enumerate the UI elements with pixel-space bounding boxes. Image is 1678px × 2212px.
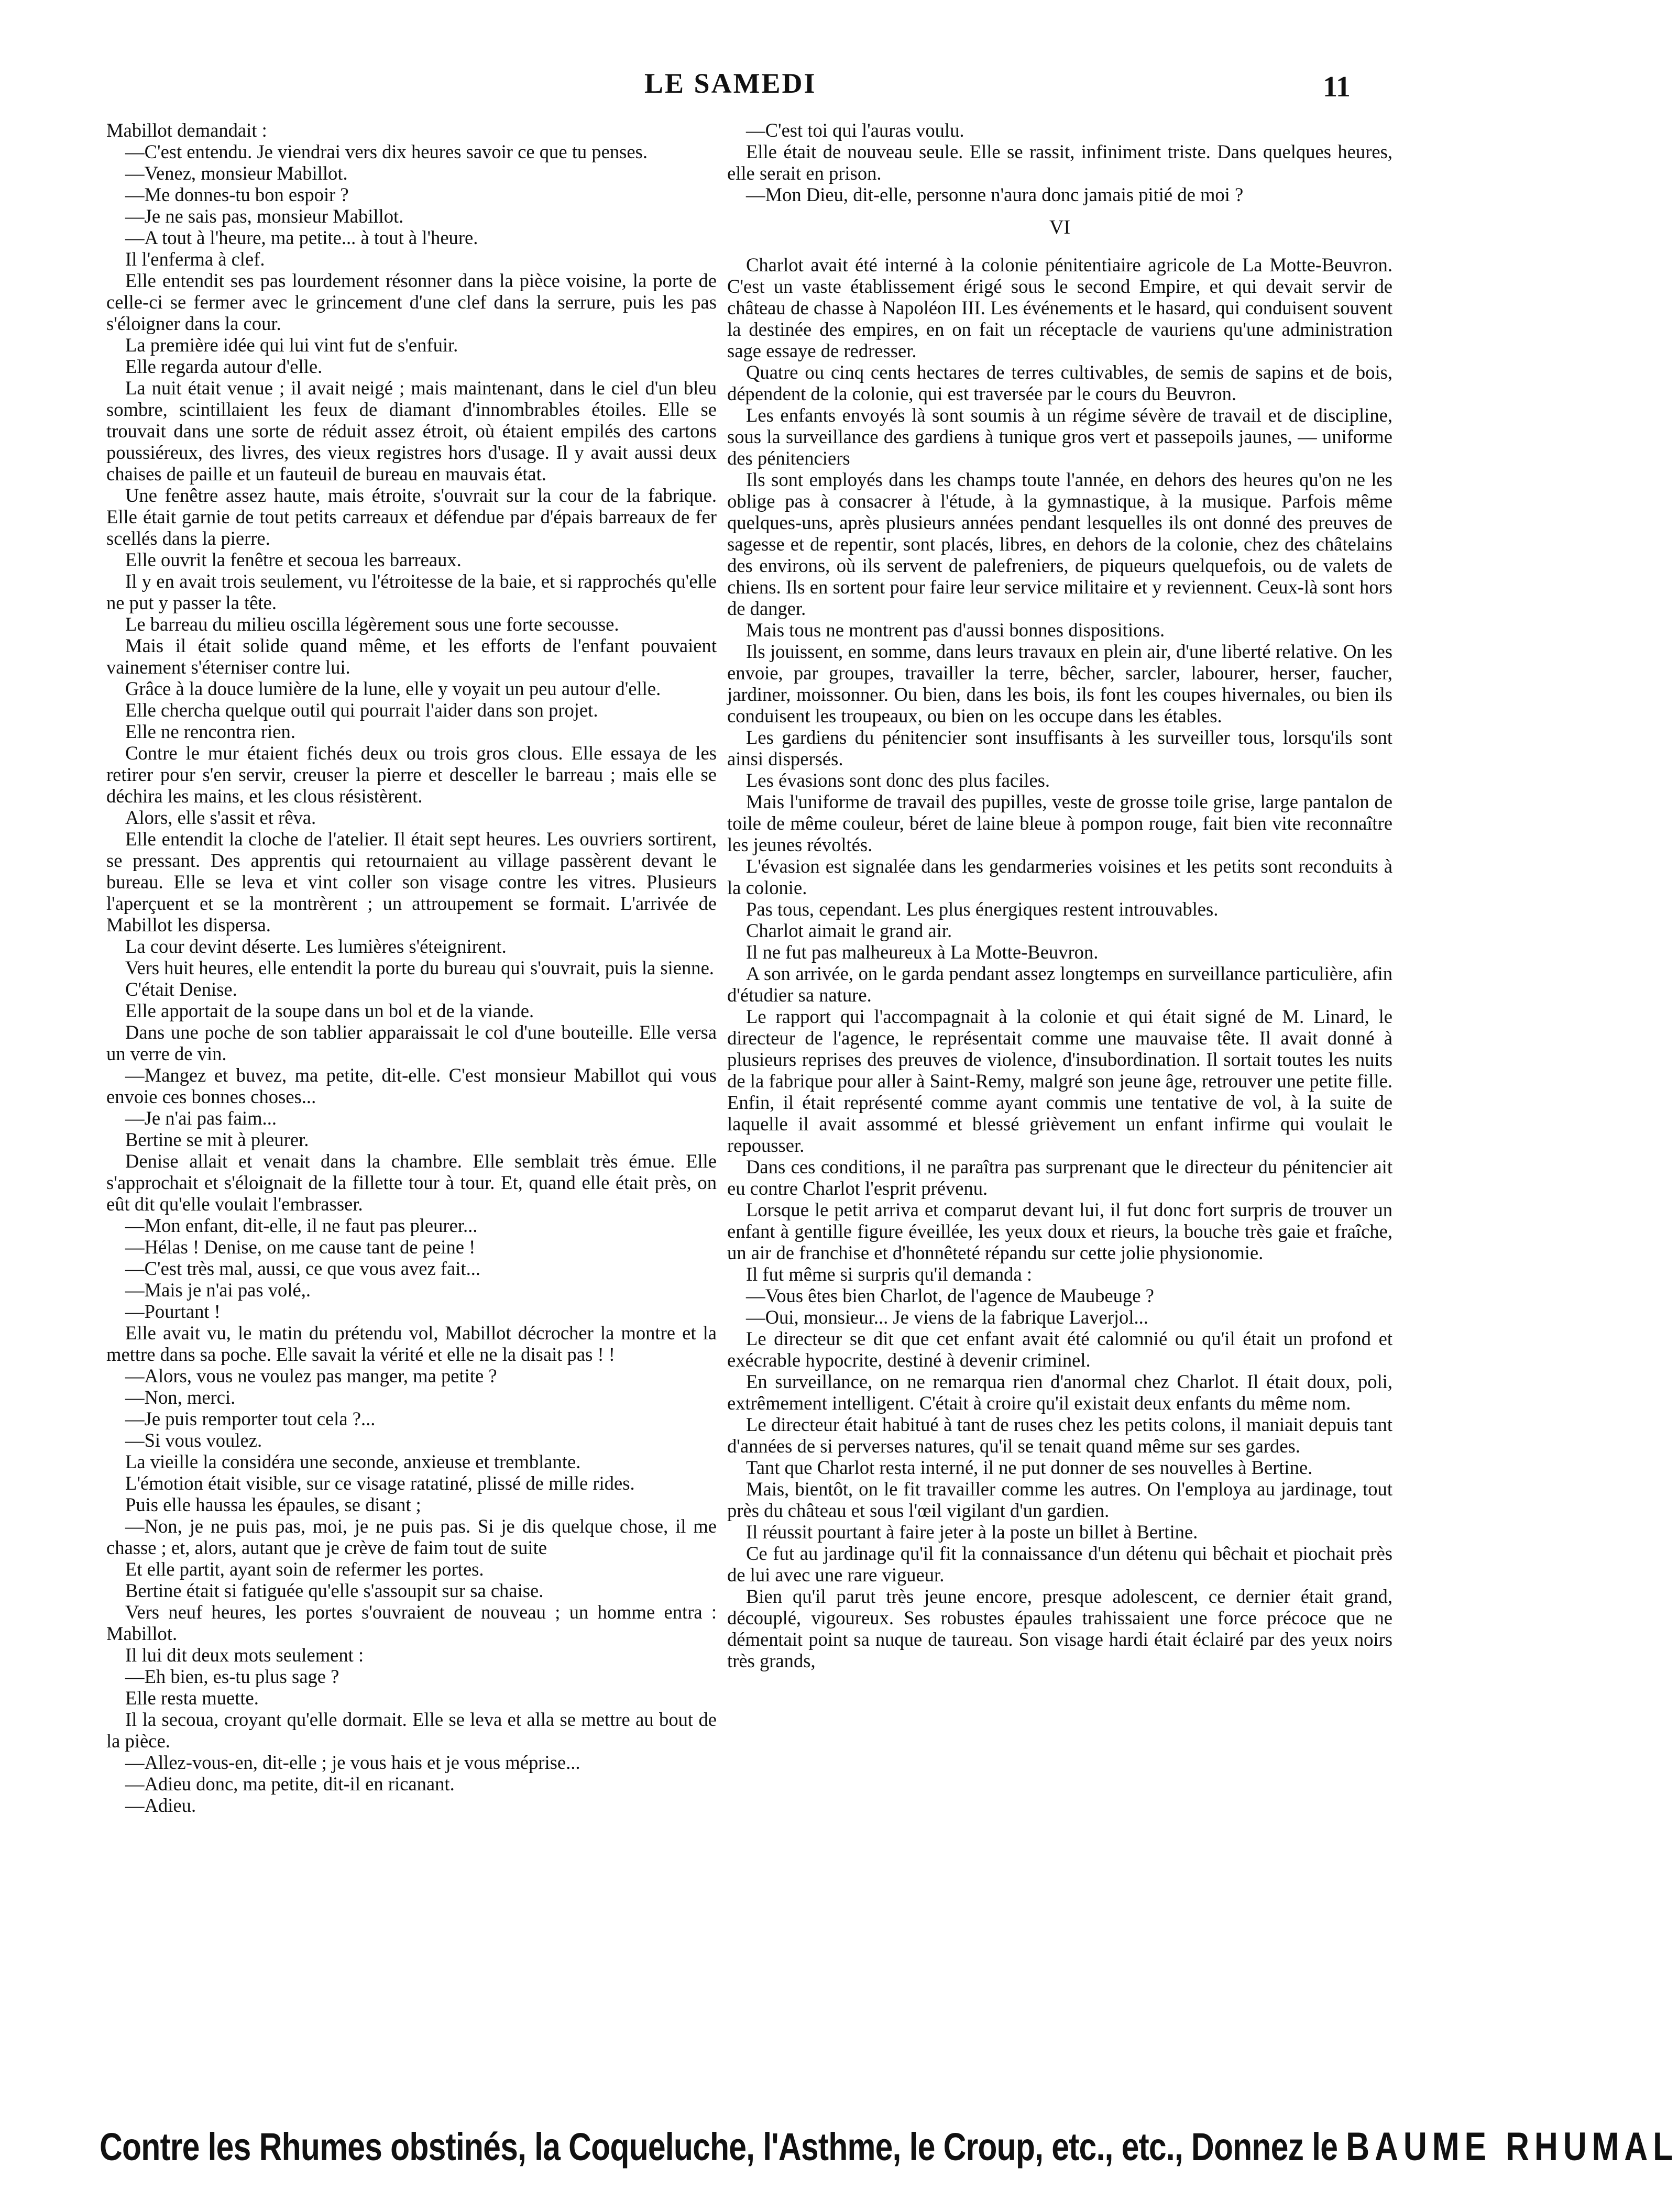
advertisement-text: Contre les Rhumes obstinés, la Coqueluche, l'Asthme, le Croup, etc., etc., Donnez le [100, 2125, 1346, 2169]
left-column [106, 119, 717, 1816]
paragraph: Charlot aimait le grand air. [746, 920, 952, 941]
paragraph: Bertine était si fatiguée qu'elle s'assoupit sur sa chaise. [125, 1580, 544, 1601]
paragraph: La nuit était venue ; il avait neigé ; mais maintenant, dans le ciel d'un bleu sombre, scintillaient les feux de diamant d'innombrables étoiles. Elle se trouvait dans une sorte de réduit assez étroit, où étaient empilés des cartons poussiéreux, des livres, des vieux registres hors d'usage. Il y avait aussi deux chaises de paille et un fauteuil de bureau en mauvais état. [106, 377, 717, 485]
paragraph: —A tout à l'heure, ma petite... à tout à l'heure. [125, 227, 478, 248]
paragraph: —Me donnes-tu bon espoir ? [125, 184, 349, 205]
paragraph: Elle resta muette. [125, 1687, 259, 1709]
paragraph: La première idée qui lui vint fut de s'enfuir. [125, 334, 458, 356]
paragraph: Dans ces conditions, il ne paraîtra pas surprenant que le directeur du pénitencier ait eu contre Charlot l'esprit prévenu. [727, 1156, 1392, 1199]
paragraph: Vers huit heures, elle entendit la porte du bureau qui s'ouvrait, puis la sienne. [125, 957, 714, 978]
paragraph: Il la secoua, croyant qu'elle dormait. Elle se leva et alla se mettre au bout de la pièce. [106, 1709, 717, 1752]
paragraph: Mais l'uniforme de travail des pupilles, veste de grosse toile grise, large pantalon de toile de même couleur, béret de laine bleue à pompon rouge, fait bien vite reconnaître les jeunes révoltés. [727, 791, 1392, 855]
paragraph: Bien qu'il parut très jeune encore, presque adolescent, ce dernier était grand, découplé, vigoureux. Ses robustes épaules trahissaient une force précoce que ne démentait point sa nuque de taureau. Son visage hardi était éclairé par des yeux noirs très grands, [727, 1586, 1392, 1671]
paragraph: —Pourtant ! [125, 1301, 221, 1322]
paragraph: Il l'enferma à clef. [125, 248, 265, 270]
paragraph: —C'est entendu. Je viendrai vers dix heures savoir ce que tu penses. [125, 141, 648, 162]
paragraph: —Adieu donc, ma petite, dit-il en ricanant. [125, 1773, 455, 1795]
paragraph: Elle entendit la cloche de l'atelier. Il était sept heures. Les ouvriers sortirent, se pressant. Des apprentis qui retournaient au village passèrent devant le bureau. Elle se leva et vint coller son visage contre les vitres. Plusieurs l'aperçuent et se la montrèrent ; un attroupement se formait. L'arrivée de Mabillot les dispersa. [106, 828, 717, 936]
page-header [0, 67, 1456, 114]
paragraph: Il y en avait trois seulement, vu l'étroitesse de la baie, et si rapprochés qu'elle ne put y passer la tête. [106, 570, 717, 613]
paragraph: —Oui, monsieur... Je viens de la fabrique Laverjol... [746, 1306, 1148, 1328]
paragraph: —Je ne sais pas, monsieur Mabillot. [125, 205, 404, 227]
paragraph: Quatre ou cinq cents hectares de terres cultivables, de semis de sapins et de bois, dépendent de la colonie, qui est traversée par le cours du Beuvron. [727, 361, 1392, 404]
paragraph: —Hélas ! Denise, on me cause tant de peine ! [125, 1236, 476, 1258]
paragraph: Pas tous, cependant. Les plus énergiques restent introuvables. [746, 898, 1219, 920]
paragraph: A son arrivée, on le garda pendant assez longtemps en surveillance particulière, afin d'étudier sa nature. [727, 963, 1392, 1006]
paragraph: L'émotion était visible, sur ce visage ratatiné, plissé de mille rides. [125, 1472, 635, 1494]
paragraph: Le directeur se dit que cet enfant avait été calomnié ou qu'il était un profond et exécrable hypocrite, destiné à devenir criminel. [727, 1328, 1392, 1371]
paragraph: —Non, merci. [125, 1386, 236, 1408]
paragraph: Il fut même si surpris qu'il demanda : [746, 1263, 1033, 1285]
paragraph: Charlot avait été interné à la colonie pénitentiaire agricole de La Motte-Beuvron. C'est un vaste établissement érigé sous le second Empire, et qui devait servir de château de chasse à Napoléon III. Les événements et le hasard, qui conduisent souvent la destinée des empires, en on fait un réceptacle de vauriens qu'une administration sage essaye de redresser. [727, 254, 1392, 361]
paragraph: —Mais je n'ai pas volé,. [125, 1279, 311, 1301]
publication-title: LE SAMEDI [644, 68, 817, 99]
paragraph: La cour devint déserte. Les lumières s'éteignirent. [125, 936, 507, 957]
paragraph: Contre le mur étaient fichés deux ou trois gros clous. Elle essaya de les retirer pour s'en servir, creuser la pierre et desceller le barreau ; mais elle se déchira les mains, et les clous résistèrent. [106, 742, 717, 807]
paragraph: Il réussit pourtant à faire jeter à la poste un billet à Bertine. [746, 1521, 1198, 1543]
paragraph: Il ne fut pas malheureux à La Motte-Beuvron. [746, 941, 1099, 963]
paragraph: Le rapport qui l'accompagnait à la colonie et qui était signé de M. Linard, le directeur de l'agence, le représentait comme une mauvaise tête. Il avait donné à plusieurs reprises des preuves de violence, d'insubordination. Il sortait toutes les nuits de la fabrique pour aller à Saint-Remy, malgré son jeune âge, retrouver une petite fille. Enfin, il était représenté comme ayant commis une tentative de vol, à la suite de laquelle il avait assommé et blessé grièvement un enfant infirme qui voulait le repousser. [727, 1006, 1392, 1156]
paragraph: Le directeur était habitué à tant de ruses chez les petits colons, il maniait depuis tant d'années de si perverses natures, qu'il se tenait quand même sur ses gardes. [727, 1414, 1392, 1457]
paragraph: Mais tous ne montrent pas d'aussi bonnes dispositions. [746, 619, 1165, 641]
chapter-heading: VI [1049, 216, 1071, 238]
paragraph: Elle ouvrit la fenêtre et secoua les barreaux. [125, 549, 462, 570]
paragraph: Mabillot demandait : [106, 119, 267, 141]
paragraph: —Mangez et buvez, ma petite, dit-elle. C'est monsieur Mabillot qui vous envoie ces bonnes choses... [106, 1064, 717, 1107]
paragraph: —Je n'ai pas faim... [125, 1107, 277, 1129]
paragraph: Mais, bientôt, on le fit travailler comme les autres. On l'employa au jardinage, tout près du château et sous l'œil vigilant d'un gardien. [727, 1478, 1392, 1521]
paragraph: Elle chercha quelque outil qui pourrait l'aider dans son projet. [125, 699, 598, 721]
paragraph: —Vous êtes bien Charlot, de l'agence de Maubeuge ? [746, 1285, 1154, 1306]
paragraph: L'évasion est signalée dans les gendarmeries voisines et les petits sont reconduits à la colonie. [727, 855, 1392, 898]
paragraph: Puis elle haussa les épaules, se disant ; [125, 1494, 421, 1515]
paragraph: Une fenêtre assez haute, mais étroite, s'ouvrait sur la cour de la fabrique. Elle était garnie de tout petits carreaux et défendue par d'épais barreaux de fer scellés dans la pierre. [106, 485, 717, 549]
paragraph: Elle regarda autour d'elle. [125, 356, 323, 377]
paragraph: Il lui dit deux mots seulement : [125, 1644, 364, 1666]
paragraph: Bertine se mit à pleurer. [125, 1129, 309, 1150]
paragraph: —Allez-vous-en, dit-elle ; je vous hais et je vous méprise... [125, 1752, 580, 1773]
right-column [727, 119, 1392, 1671]
paragraph: Lorsque le petit arriva et comparut devant lui, il fut donc fort surpris de trouver un enfant à gentille figure éveillée, les yeux doux et rieurs, la bouche très gaie et fraîche, un air de franchise et d'honnêteté répandu sur cette jolie physionomie. [727, 1199, 1392, 1263]
paragraph: —Mon Dieu, dit-elle, personne n'aura donc jamais pitié de moi ? [746, 184, 1244, 205]
paragraph: —Je puis remporter tout cela ?... [125, 1408, 376, 1429]
paragraph: —C'est très mal, aussi, ce que vous avez fait... [125, 1258, 481, 1279]
paragraph: Les évasions sont donc des plus faciles. [746, 769, 1050, 791]
paragraph: Elle apportait de la soupe dans un bol et de la viande. [125, 1000, 534, 1021]
paragraph: —Venez, monsieur Mabillot. [125, 162, 348, 184]
paragraph: Et elle partit, ayant soin de refermer les portes. [125, 1558, 484, 1580]
paragraph: La vieille la considéra une seconde, anxieuse et tremblante. [125, 1451, 581, 1472]
advertisement-brand: BAUME RHUMAL [1346, 2125, 1678, 2169]
paragraph: Les gardiens du pénitencier sont insuffisants à les surveiller tous, lorsqu'ils sont ainsi dispersés. [727, 727, 1392, 769]
paragraph: Denise allait et venait dans la chambre. Elle semblait très émue. Elle s'approchait et s'éloignait de la fillette tour à tour. Et, quand elle était près, on eût dit qu'elle voulait l'embrasser. [106, 1150, 717, 1215]
paragraph: Ils sont employés dans les champs toute l'année, en dehors des heures qu'on ne les oblige pas à consacrer à l'étude, à la gymnastique, à la musique. Parfois même quelques-uns, après plusieurs années pendant lesquelles ils ont donné des preuves de sagesse et de repentir, sont placés, libres, en dehors de la colonie, chez des châtelains des environs, où ils servent de palefreniers, de piqueurs quelquefois, ou de valets de chiens. Ils en sortent pour faire leur service militaire et y reviennent. Ceux-là sont hors de danger. [727, 469, 1392, 619]
paragraph: Elle était de nouveau seule. Elle se rassit, infiniment triste. Dans quelques heures, elle serait en prison. [727, 141, 1392, 184]
paragraph: En surveillance, on ne remarqua rien d'anormal chez Charlot. Il était doux, poli, extrêmement intelligent. C'était à croire qu'il existait deux enfants du même nom. [727, 1371, 1392, 1414]
paragraph: —Alors, vous ne voulez pas manger, ma petite ? [125, 1365, 497, 1386]
paragraph: Elle ne rencontra rien. [125, 721, 295, 742]
paragraph: Dans une poche de son tablier apparaissait le col d'une bouteille. Elle versa un verre de vin. [106, 1021, 717, 1064]
paragraph: Grâce à la douce lumière de la lune, elle y voyait un peu autour d'elle. [125, 678, 661, 699]
paragraph: —Si vous voulez. [125, 1429, 262, 1451]
paragraph: Elle entendit ses pas lourdement résonner dans la pièce voisine, la porte de celle-ci se fermer avec le grincement d'une clef dans la serrure, puis les pas s'éloigner dans la cour. [106, 270, 717, 334]
paragraph: —Non, je ne puis pas, moi, je ne puis pas. Si je dis quelque chose, il me chasse ; et, alors, autant que je crève de faim tout de suite [106, 1515, 717, 1558]
paragraph: Ce fut au jardinage qu'il fit la connaissance d'un détenu qui bêchait et piochait près de lui avec une rare vigueur. [727, 1543, 1392, 1586]
paragraph: —Mon enfant, dit-elle, il ne faut pas pleurer... [125, 1215, 478, 1236]
paragraph: Elle avait vu, le matin du prétendu vol, Mabillot décrocher la montre et la mettre dans sa poche. Elle savait la vérité et elle ne la disait pas ! ! [106, 1322, 717, 1365]
paragraph: Les enfants envoyés là sont soumis à un régime sévère de travail et de discipline, sous la surveillance des gardiens à tunique gros vert et passepoils jaunes, — uniforme des pénitenciers [727, 404, 1392, 469]
paragraph: Vers neuf heures, les portes s'ouvraient de nouveau ; un homme entra : Mabillot. [106, 1601, 717, 1644]
paragraph: —Eh bien, es-tu plus sage ? [125, 1666, 339, 1687]
paragraph: —C'est toi qui l'auras voulu. [746, 119, 964, 141]
advertisement-banner [100, 2124, 1678, 2170]
paragraph: —Adieu. [125, 1795, 196, 1816]
paragraph: Ils jouissent, en somme, dans leurs travaux en plein air, d'une liberté relative. On les envoie, par groupes, travailler la terre, bêcher, sarcler, labourer, herser, faucher, jardiner, moissonner. Ou bien, dans les bois, ils font les coupes hivernales, ou bien ils conduisent les troupeaux, ou bien on les occupe dans les étables. [727, 641, 1392, 727]
paragraph: Alors, elle s'assit et rêva. [125, 807, 316, 828]
paragraph: Le barreau du milieu oscilla légèrement sous une forte secousse. [125, 613, 619, 635]
paragraph: C'était Denise. [125, 978, 237, 1000]
paragraph: Mais il était solide quand même, et les efforts de l'enfant pouvaient vainement s'éterniser contre lui. [106, 635, 717, 678]
page-number: 11 [1323, 71, 1351, 103]
paragraph: Tant que Charlot resta interné, il ne put donner de ses nouvelles à Bertine. [746, 1457, 1313, 1478]
